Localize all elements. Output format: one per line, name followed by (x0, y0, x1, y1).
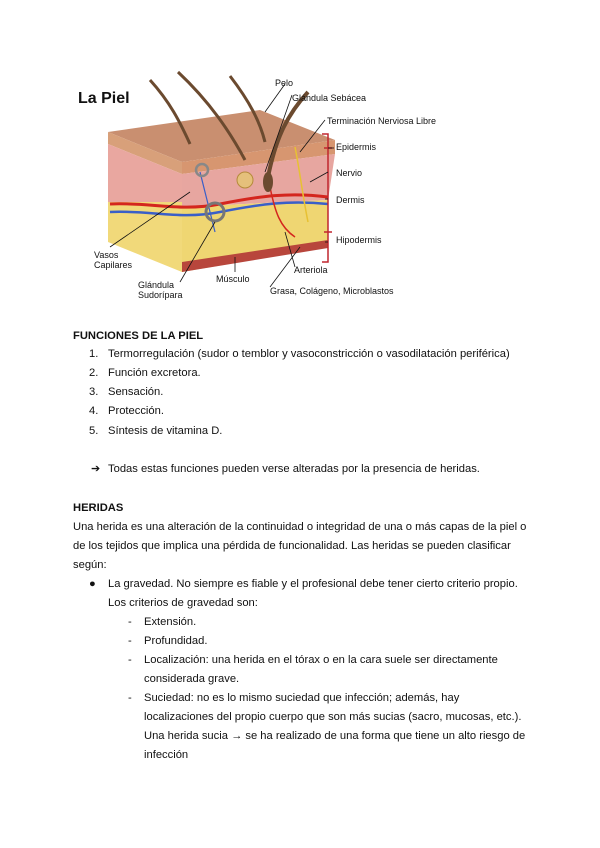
label-sudoripara: Sudorípara (138, 290, 183, 300)
list-item: Suciedad: no es lo mismo suciedad que infección; además, hay (144, 692, 460, 704)
section-heading-heridas: HERIDAS (73, 502, 124, 514)
label-glandula-sebacea: Glándula Sebácea (292, 93, 367, 103)
dash-marker: - (128, 635, 132, 647)
skin-illustration (70, 62, 490, 312)
list-item-cont: considerada grave. (144, 673, 240, 685)
list-number: 3. (89, 386, 99, 398)
hair-follicle (263, 172, 273, 192)
list-number: 5. (89, 425, 99, 437)
arrow-icon: ➔ (91, 463, 101, 475)
label-terminacion: Terminación Nerviosa Libre (327, 116, 437, 126)
section-heading-funciones: FUNCIONES DE LA PIEL (73, 330, 204, 342)
label-hipodermis: Hipodermis (336, 235, 382, 245)
label-capilares: Capilares (94, 260, 133, 270)
list-item: Localización: una herida en el tórax o en la cara suele ser directamente (144, 654, 498, 666)
funciones-note: Todas estas funciones pueden verse alteradas por la presencia de heridas. (108, 463, 480, 475)
label-pelo: Pelo (275, 78, 294, 88)
sebaceous-gland (237, 172, 253, 188)
list-item: Síntesis de vitamina D. (108, 425, 223, 437)
label-arteriola: Arteriola (294, 265, 328, 275)
paragraph-line: según: (73, 559, 107, 571)
figure-title: La Piel (78, 90, 130, 107)
list-item-cont: Una herida sucia → se ha realizado de una forma que tiene un alto riesgo de (144, 730, 526, 742)
bullet-text: Los criterios de gravedad son: (108, 597, 258, 609)
list-number: 2. (89, 367, 99, 379)
bullet-text: La gravedad. No siempre es fiable y el profesional debe tener cierto criterio propio. (108, 578, 518, 590)
label-epidermis: Epidermis (336, 142, 377, 152)
label-grasa: Grasa, Colágeno, Microblastos (270, 286, 394, 296)
label-glandula: Glándula (138, 280, 175, 290)
paragraph-line: Una herida es una alteración de la continuidad o integridad de una o más capas de la piel o (73, 521, 527, 533)
list-item-cont: localizaciones del propio cuerpo que son más sucias (sacro, mucosas, etc.). (144, 711, 522, 723)
list-item: Profundidad. (144, 635, 208, 647)
list-item-cont: infección (144, 749, 189, 761)
label-nervio: Nervio (336, 168, 363, 178)
label-musculo: Músculo (216, 274, 250, 284)
paragraph-line: de los tejidos que implica una pérdida de funcionalidad. Las heridas se pueden clasificar (73, 540, 511, 552)
list-number: 4. (89, 405, 99, 417)
skin-diagram (70, 62, 490, 312)
list-item: Termorregulación (sudor o temblor y vasoconstricción o vasodilatación periférica) (108, 348, 510, 360)
list-item: Extensión. (144, 616, 197, 628)
dash-marker: - (128, 692, 132, 704)
label-vasos: Vasos (94, 250, 119, 260)
list-item: Protección. (108, 405, 164, 417)
list-item: Función excretora. (108, 367, 201, 379)
dash-marker: - (128, 616, 132, 628)
dash-marker: - (128, 654, 132, 666)
bullet-icon: ● (89, 578, 96, 590)
list-number: 1. (89, 348, 99, 360)
list-item: Sensación. (108, 386, 164, 398)
label-dermis: Dermis (336, 195, 365, 205)
